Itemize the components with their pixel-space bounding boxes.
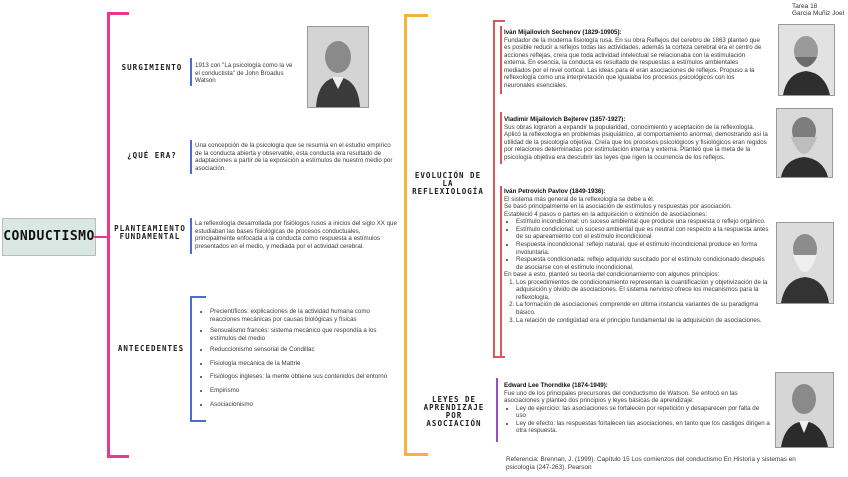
pavlov-name: Iván Petrovich Pavlov (1849-1936): [504,188,606,195]
root-title: CONDUCTISMO [3,229,95,244]
antecedente-item: • Empirismo [210,387,400,395]
pavlov-step: • Respuesta incondicional: reflejo natural, que el estímulo incondicional produce en forma involuntaria. [516,241,772,256]
right-spine-top [404,14,428,17]
sechenov-block [504,29,766,90]
leyes-heading: LEYES DE APRENDIZAJE POR ASOCIACIÓN [423,395,485,428]
evolucion-spine-bottom [493,356,505,358]
pavlov-step: • Estímulo condicional: un suceso ambiental que es neutral con respecto a la respuesta antes de su apareamiento con el estímulo incondicional [516,226,772,241]
pavlov-steps [504,218,772,271]
thorndike-text: Fue uno de los principales precursores del conductismo de Watson. Se enfocó en las asociaciones y planteó dos principios y leyes básicas de aprendizaje: [504,389,738,405]
que-era-heading: ¿QUÉ ERA? [127,151,177,160]
antecedente-item: • Precientíficos: explicaciones de la actividad humana como reacciones mecánicas por causas biológicas y físicas [210,308,400,323]
pavlov-principles-intro: En base a esto, planteó su teoría del condicionamiento con algunos principios: [504,271,720,279]
thorndike-law: • Ley de ejercicio: las asociaciones se fortalecen por repetición y desaparecen por falta de uso [516,405,770,420]
pavlov-principles [504,279,772,324]
planteamiento-text: La reflexología desarrollada por fisiólogos rusos a inicios del siglo XX que estudiaban las bases fisiológicas de procesos conductuales, principalmente enfocada a la conducta como respuesta a estímulos presentados en el medio, y mediada por el actividad cerebral. [195,220,397,250]
right-spine [404,14,407,455]
pavlov-principle: 2. La formación de asociaciones comprende en última instancia variantes de su paradigma básico. [516,301,772,316]
left-spine-bottom [107,455,129,458]
antecedente-item: • Asociacionismo [210,401,400,409]
thorndike-laws [504,405,770,435]
left-spine-top [107,12,129,15]
que-era-text: Una concepción de la psicología que se resumía en el estudio empírico de la conducta abierta y observable, esta conducta era resultado de adaptaciones a partir de la exposición a estímulos de nuestro medio por asociación. [195,142,393,172]
antecedente-item: • Fisiólogos ingleses: la mente obtiene sus contenidos del entorno [210,373,400,381]
evolucion-spine-top [493,20,505,22]
sechenov-name: Iván Mijailovich Sechenov (1829-10905): [504,29,622,36]
antecedente-item: • Sensualismo francés: sistema mecánico que respondía a los estímulos del medio [210,327,400,342]
que-era-bracket [190,140,192,174]
pavlov-step: • Estímulo incondicional: un suceso ambiental que produce una respuesta o reflejo orgánico. [516,218,772,226]
author-name: Garcia Muñiz Joel [792,10,845,17]
pavlov-principle: 3. La relación de contigüidad era el principio fundamental de la adquisición de asociaciones. [516,317,772,325]
thorndike-photo [775,372,834,448]
planteamiento-heading: PLANTEAMIENTO FUNDAMENTAL [114,224,186,241]
sechenov-photo [778,24,835,96]
sechenov-text: Fundador de la moderna fisiología rusa. En su obra Reflejos del cerebro de 1863 planteó que es posible reducir a reflejos todas las actividades, además la corteza cerebral era el centro de acciones reflejas, creía que toda actividad intelectual se relacionaba con la estimulación externa. En esencia, la conducta es resultado de respuestas a estímulos ambientales mediados por el nivel cortical. Las ideas para él eran asociaciones de reflejos. Propuso a la reflexología como una interpretación que igualaba los procesos psicológicos con los neuronales esenciales. [504,36,762,89]
thorndike-law: • Ley de efecto: las respuestas fortalecen las asociaciones, en tanto que los castigos dirigen a otra respuesta. [516,420,770,435]
thorndike-bracket [496,378,498,442]
evolucion-spine [493,20,495,358]
root-node [2,218,96,256]
pavlov-intro2: Se basó principalmente en la asociación de estímulos y respuestas por asociación. [504,203,732,211]
bejterev-block [504,116,770,161]
antecedentes-bracket [190,296,192,420]
thorndike-block [504,382,770,435]
antecedente-item: • Fisiología mecánica de la Mattrie [210,360,400,368]
surgimiento-heading: SURGIMIENTO [121,63,183,72]
watson-photo [307,26,369,108]
pavlov-intro3: Estableció 4 pasos o partes en la adquisición o extinción de asociaciones: [504,210,707,218]
right-spine-bottom [404,453,428,456]
antecedentes-list [200,308,400,408]
antecedente-item: • Reduccionismo sensorial de Condillac [210,346,400,354]
pavlov-intro: El sistema más general de la reflexología se debe a él. [504,195,655,203]
pavlov-principle: 1. Los procedimientos de condicionamiento representan la cuantificación y objetivización de la adquisición y olvido de asociaciones. El sistema nervioso ofrece los mecanismos para la reflexología, [516,279,772,302]
bejterev-bracket [500,112,502,164]
antecedentes-bracket-top [190,296,206,298]
pavlov-photo [776,222,834,304]
bejterev-text: Sus obras lograron a expandir la popularidad, conocimiento y aceptación de la reflexología. Aplicó la reflexología en problemas psiquiátrico, al comportamiento anormal, demostrando así la utilidad de la psicología objetiva. Creía que los procesos psicológicos y fisiológicos eran regidos por relaciones determinadas por estimulación interna y externa. Planteó que la meta de la psicología objetiva era descubrir las leyes que rigen la ocurrencia de los reflejos. [504,123,768,161]
pavlov-block [504,188,772,324]
planteamiento-bracket [190,218,192,254]
thorndike-name: Edward Lee Thorndike (1874-1949): [504,382,608,389]
task-label [792,3,844,17]
root-connector [94,236,108,238]
antecedentes-bracket-bottom [190,420,206,422]
pavlov-bracket [500,186,502,356]
bejterev-photo [776,108,833,178]
sechenov-bracket [500,26,502,94]
surgimiento-bracket [190,58,192,86]
evolucion-heading: EVOLUCIÓN DE LA REFLEXIOLOGÍA [412,171,484,196]
surgimiento-text: 1913 con "La psicología como la ve el conductista" de John Broadus Watson [195,62,293,85]
reference-text: Referencia: Brennan, J. (1999). Capítulo 15 Los comienzos del conductismo En Historia y sistemas en psicología (247-263). Pearson [506,456,796,471]
pavlov-step: • Respuesta condicionada: reflejo adquirido suscitado por el estímulo condicionado después de asociarse con el estímulo incondicional. [516,256,772,271]
bejterev-name: Vladimir Mijailovich Bejterev (1857-1927): [504,116,626,123]
task-number: Tarea 18 [792,3,818,10]
antecedentes-heading: ANTECEDENTES [117,344,185,353]
